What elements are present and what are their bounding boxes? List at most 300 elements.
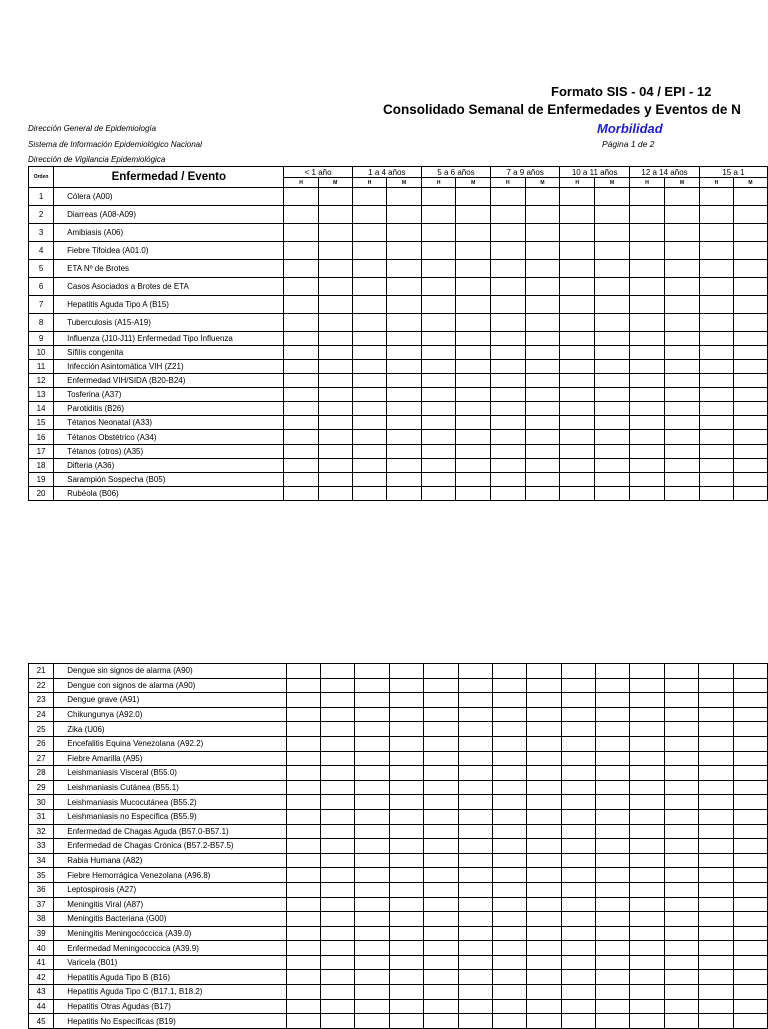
count-cell[interactable] (664, 970, 698, 985)
count-cell[interactable] (389, 693, 423, 708)
count-cell[interactable] (286, 926, 320, 941)
count-cell[interactable] (284, 346, 318, 360)
count-cell[interactable] (561, 751, 595, 766)
count-cell[interactable] (318, 278, 352, 296)
count-cell[interactable] (525, 416, 560, 430)
count-cell[interactable] (456, 445, 491, 459)
count-cell[interactable] (492, 839, 526, 854)
count-cell[interactable] (561, 722, 595, 737)
count-cell[interactable] (630, 332, 665, 346)
count-cell[interactable] (630, 445, 665, 459)
count-cell[interactable] (664, 912, 698, 927)
count-cell[interactable] (630, 722, 664, 737)
count-cell[interactable] (424, 780, 458, 795)
count-cell[interactable] (284, 402, 318, 416)
count-cell[interactable] (561, 809, 595, 824)
count-cell[interactable] (595, 242, 630, 260)
count-cell[interactable] (355, 693, 389, 708)
count-cell[interactable] (525, 388, 560, 402)
count-cell[interactable] (699, 999, 733, 1014)
count-cell[interactable] (525, 260, 560, 278)
count-cell[interactable] (424, 722, 458, 737)
count-cell[interactable] (664, 824, 698, 839)
count-cell[interactable] (318, 242, 352, 260)
count-cell[interactable] (595, 278, 630, 296)
count-cell[interactable] (595, 224, 630, 242)
count-cell[interactable] (560, 224, 595, 242)
count-cell[interactable] (492, 985, 526, 1000)
count-cell[interactable] (421, 206, 456, 224)
count-cell[interactable] (525, 242, 560, 260)
count-cell[interactable] (421, 278, 456, 296)
count-cell[interactable] (596, 970, 630, 985)
count-cell[interactable] (456, 388, 491, 402)
count-cell[interactable] (525, 473, 560, 487)
count-cell[interactable] (318, 296, 352, 314)
count-cell[interactable] (630, 346, 665, 360)
count-cell[interactable] (389, 1014, 423, 1029)
count-cell[interactable] (286, 824, 320, 839)
count-cell[interactable] (665, 402, 700, 416)
count-cell[interactable] (458, 693, 492, 708)
count-cell[interactable] (733, 780, 767, 795)
count-cell[interactable] (595, 206, 630, 224)
count-cell[interactable] (387, 374, 422, 388)
count-cell[interactable] (527, 722, 561, 737)
count-cell[interactable] (318, 459, 352, 473)
count-cell[interactable] (387, 346, 422, 360)
count-cell[interactable] (421, 296, 456, 314)
count-cell[interactable] (699, 941, 733, 956)
count-cell[interactable] (389, 882, 423, 897)
count-cell[interactable] (596, 736, 630, 751)
count-cell[interactable] (699, 912, 733, 927)
count-cell[interactable] (733, 985, 767, 1000)
count-cell[interactable] (525, 206, 560, 224)
count-cell[interactable] (491, 346, 526, 360)
count-cell[interactable] (699, 206, 733, 224)
count-cell[interactable] (389, 999, 423, 1014)
count-cell[interactable] (352, 296, 387, 314)
count-cell[interactable] (665, 224, 700, 242)
count-cell[interactable] (318, 260, 352, 278)
count-cell[interactable] (321, 824, 355, 839)
count-cell[interactable] (321, 664, 355, 679)
count-cell[interactable] (321, 780, 355, 795)
count-cell[interactable] (458, 809, 492, 824)
count-cell[interactable] (561, 707, 595, 722)
count-cell[interactable] (389, 678, 423, 693)
count-cell[interactable] (699, 839, 733, 854)
count-cell[interactable] (630, 1014, 664, 1029)
count-cell[interactable] (527, 897, 561, 912)
count-cell[interactable] (458, 824, 492, 839)
count-cell[interactable] (664, 955, 698, 970)
count-cell[interactable] (286, 897, 320, 912)
count-cell[interactable] (421, 402, 456, 416)
count-cell[interactable] (733, 999, 767, 1014)
count-cell[interactable] (699, 388, 733, 402)
count-cell[interactable] (421, 388, 456, 402)
count-cell[interactable] (596, 955, 630, 970)
count-cell[interactable] (664, 736, 698, 751)
count-cell[interactable] (733, 941, 767, 956)
count-cell[interactable] (733, 912, 767, 927)
count-cell[interactable] (424, 678, 458, 693)
count-cell[interactable] (560, 445, 595, 459)
count-cell[interactable] (389, 722, 423, 737)
count-cell[interactable] (733, 970, 767, 985)
count-cell[interactable] (733, 751, 767, 766)
count-cell[interactable] (525, 332, 560, 346)
count-cell[interactable] (389, 926, 423, 941)
count-cell[interactable] (456, 346, 491, 360)
count-cell[interactable] (284, 188, 318, 206)
count-cell[interactable] (389, 824, 423, 839)
count-cell[interactable] (355, 985, 389, 1000)
count-cell[interactable] (630, 459, 665, 473)
count-cell[interactable] (595, 487, 630, 501)
count-cell[interactable] (699, 780, 733, 795)
count-cell[interactable] (352, 388, 387, 402)
count-cell[interactable] (286, 999, 320, 1014)
count-cell[interactable] (630, 766, 664, 781)
count-cell[interactable] (630, 868, 664, 883)
count-cell[interactable] (699, 416, 733, 430)
count-cell[interactable] (355, 707, 389, 722)
count-cell[interactable] (561, 955, 595, 970)
count-cell[interactable] (456, 296, 491, 314)
count-cell[interactable] (665, 332, 700, 346)
count-cell[interactable] (355, 839, 389, 854)
count-cell[interactable] (699, 868, 733, 883)
count-cell[interactable] (387, 416, 422, 430)
count-cell[interactable] (491, 314, 526, 332)
count-cell[interactable] (525, 402, 560, 416)
count-cell[interactable] (595, 346, 630, 360)
count-cell[interactable] (595, 296, 630, 314)
count-cell[interactable] (595, 388, 630, 402)
count-cell[interactable] (665, 487, 700, 501)
count-cell[interactable] (492, 853, 526, 868)
count-cell[interactable] (527, 780, 561, 795)
count-cell[interactable] (733, 766, 767, 781)
count-cell[interactable] (733, 445, 767, 459)
count-cell[interactable] (733, 868, 767, 883)
count-cell[interactable] (321, 809, 355, 824)
count-cell[interactable] (421, 445, 456, 459)
count-cell[interactable] (630, 736, 664, 751)
count-cell[interactable] (284, 242, 318, 260)
count-cell[interactable] (699, 242, 733, 260)
count-cell[interactable] (664, 766, 698, 781)
count-cell[interactable] (389, 853, 423, 868)
count-cell[interactable] (387, 332, 422, 346)
count-cell[interactable] (595, 314, 630, 332)
count-cell[interactable] (286, 795, 320, 810)
count-cell[interactable] (286, 1014, 320, 1029)
count-cell[interactable] (318, 430, 352, 445)
count-cell[interactable] (665, 374, 700, 388)
count-cell[interactable] (733, 346, 767, 360)
count-cell[interactable] (630, 795, 664, 810)
count-cell[interactable] (525, 296, 560, 314)
count-cell[interactable] (321, 970, 355, 985)
count-cell[interactable] (355, 809, 389, 824)
count-cell[interactable] (424, 693, 458, 708)
count-cell[interactable] (389, 707, 423, 722)
count-cell[interactable] (561, 999, 595, 1014)
count-cell[interactable] (664, 795, 698, 810)
count-cell[interactable] (286, 736, 320, 751)
count-cell[interactable] (491, 206, 526, 224)
count-cell[interactable] (596, 985, 630, 1000)
count-cell[interactable] (664, 999, 698, 1014)
count-cell[interactable] (560, 314, 595, 332)
count-cell[interactable] (458, 985, 492, 1000)
count-cell[interactable] (630, 242, 665, 260)
count-cell[interactable] (387, 360, 422, 374)
count-cell[interactable] (665, 188, 700, 206)
count-cell[interactable] (527, 970, 561, 985)
count-cell[interactable] (352, 416, 387, 430)
count-cell[interactable] (492, 912, 526, 927)
count-cell[interactable] (527, 766, 561, 781)
count-cell[interactable] (596, 693, 630, 708)
count-cell[interactable] (424, 809, 458, 824)
count-cell[interactable] (630, 809, 664, 824)
count-cell[interactable] (665, 430, 700, 445)
count-cell[interactable] (664, 926, 698, 941)
count-cell[interactable] (733, 260, 767, 278)
count-cell[interactable] (527, 926, 561, 941)
count-cell[interactable] (421, 473, 456, 487)
count-cell[interactable] (595, 332, 630, 346)
count-cell[interactable] (286, 766, 320, 781)
count-cell[interactable] (733, 459, 767, 473)
count-cell[interactable] (284, 445, 318, 459)
count-cell[interactable] (596, 722, 630, 737)
count-cell[interactable] (699, 824, 733, 839)
count-cell[interactable] (387, 296, 422, 314)
count-cell[interactable] (284, 430, 318, 445)
count-cell[interactable] (630, 780, 664, 795)
count-cell[interactable] (421, 360, 456, 374)
count-cell[interactable] (421, 459, 456, 473)
count-cell[interactable] (596, 839, 630, 854)
count-cell[interactable] (286, 839, 320, 854)
count-cell[interactable] (560, 402, 595, 416)
count-cell[interactable] (664, 722, 698, 737)
count-cell[interactable] (424, 736, 458, 751)
count-cell[interactable] (352, 487, 387, 501)
count-cell[interactable] (527, 999, 561, 1014)
count-cell[interactable] (595, 402, 630, 416)
count-cell[interactable] (387, 473, 422, 487)
count-cell[interactable] (561, 853, 595, 868)
count-cell[interactable] (525, 374, 560, 388)
count-cell[interactable] (284, 206, 318, 224)
count-cell[interactable] (492, 693, 526, 708)
count-cell[interactable] (321, 926, 355, 941)
count-cell[interactable] (699, 473, 733, 487)
count-cell[interactable] (733, 332, 767, 346)
count-cell[interactable] (387, 445, 422, 459)
count-cell[interactable] (458, 970, 492, 985)
count-cell[interactable] (733, 795, 767, 810)
count-cell[interactable] (733, 824, 767, 839)
count-cell[interactable] (733, 853, 767, 868)
count-cell[interactable] (355, 722, 389, 737)
count-cell[interactable] (387, 242, 422, 260)
count-cell[interactable] (733, 296, 767, 314)
count-cell[interactable] (699, 736, 733, 751)
count-cell[interactable] (458, 853, 492, 868)
count-cell[interactable] (560, 473, 595, 487)
count-cell[interactable] (491, 459, 526, 473)
count-cell[interactable] (387, 224, 422, 242)
count-cell[interactable] (630, 839, 664, 854)
count-cell[interactable] (318, 346, 352, 360)
count-cell[interactable] (389, 809, 423, 824)
count-cell[interactable] (527, 809, 561, 824)
count-cell[interactable] (492, 970, 526, 985)
count-cell[interactable] (424, 970, 458, 985)
count-cell[interactable] (424, 955, 458, 970)
count-cell[interactable] (664, 780, 698, 795)
count-cell[interactable] (527, 839, 561, 854)
count-cell[interactable] (286, 955, 320, 970)
count-cell[interactable] (525, 360, 560, 374)
count-cell[interactable] (595, 188, 630, 206)
count-cell[interactable] (318, 402, 352, 416)
count-cell[interactable] (458, 926, 492, 941)
count-cell[interactable] (321, 707, 355, 722)
count-cell[interactable] (424, 707, 458, 722)
count-cell[interactable] (699, 678, 733, 693)
count-cell[interactable] (352, 242, 387, 260)
count-cell[interactable] (284, 416, 318, 430)
count-cell[interactable] (355, 897, 389, 912)
count-cell[interactable] (630, 853, 664, 868)
count-cell[interactable] (286, 853, 320, 868)
count-cell[interactable] (458, 999, 492, 1014)
count-cell[interactable] (664, 868, 698, 883)
count-cell[interactable] (456, 360, 491, 374)
count-cell[interactable] (560, 206, 595, 224)
count-cell[interactable] (630, 707, 664, 722)
count-cell[interactable] (527, 795, 561, 810)
count-cell[interactable] (664, 882, 698, 897)
count-cell[interactable] (491, 430, 526, 445)
count-cell[interactable] (318, 416, 352, 430)
count-cell[interactable] (286, 664, 320, 679)
count-cell[interactable] (491, 260, 526, 278)
count-cell[interactable] (699, 926, 733, 941)
count-cell[interactable] (733, 882, 767, 897)
count-cell[interactable] (284, 473, 318, 487)
count-cell[interactable] (699, 722, 733, 737)
count-cell[interactable] (491, 416, 526, 430)
count-cell[interactable] (387, 402, 422, 416)
count-cell[interactable] (560, 388, 595, 402)
count-cell[interactable] (699, 459, 733, 473)
count-cell[interactable] (458, 955, 492, 970)
count-cell[interactable] (424, 824, 458, 839)
count-cell[interactable] (560, 360, 595, 374)
count-cell[interactable] (561, 693, 595, 708)
count-cell[interactable] (387, 430, 422, 445)
count-cell[interactable] (665, 346, 700, 360)
count-cell[interactable] (527, 882, 561, 897)
count-cell[interactable] (389, 985, 423, 1000)
count-cell[interactable] (733, 707, 767, 722)
count-cell[interactable] (421, 242, 456, 260)
count-cell[interactable] (733, 926, 767, 941)
count-cell[interactable] (596, 882, 630, 897)
count-cell[interactable] (491, 224, 526, 242)
count-cell[interactable] (389, 664, 423, 679)
count-cell[interactable] (321, 722, 355, 737)
count-cell[interactable] (458, 707, 492, 722)
count-cell[interactable] (355, 853, 389, 868)
count-cell[interactable] (560, 332, 595, 346)
count-cell[interactable] (424, 853, 458, 868)
count-cell[interactable] (665, 242, 700, 260)
count-cell[interactable] (421, 374, 456, 388)
count-cell[interactable] (458, 780, 492, 795)
count-cell[interactable] (389, 955, 423, 970)
count-cell[interactable] (596, 795, 630, 810)
count-cell[interactable] (595, 473, 630, 487)
count-cell[interactable] (458, 678, 492, 693)
count-cell[interactable] (630, 487, 665, 501)
count-cell[interactable] (286, 985, 320, 1000)
count-cell[interactable] (630, 664, 664, 679)
count-cell[interactable] (424, 1014, 458, 1029)
count-cell[interactable] (321, 1014, 355, 1029)
count-cell[interactable] (321, 853, 355, 868)
count-cell[interactable] (424, 795, 458, 810)
count-cell[interactable] (630, 188, 665, 206)
count-cell[interactable] (733, 242, 767, 260)
count-cell[interactable] (630, 926, 664, 941)
count-cell[interactable] (561, 970, 595, 985)
count-cell[interactable] (664, 897, 698, 912)
count-cell[interactable] (699, 693, 733, 708)
count-cell[interactable] (630, 882, 664, 897)
count-cell[interactable] (630, 751, 664, 766)
count-cell[interactable] (733, 955, 767, 970)
count-cell[interactable] (596, 868, 630, 883)
count-cell[interactable] (492, 664, 526, 679)
count-cell[interactable] (352, 402, 387, 416)
count-cell[interactable] (699, 664, 733, 679)
count-cell[interactable] (318, 445, 352, 459)
count-cell[interactable] (286, 693, 320, 708)
count-cell[interactable] (665, 445, 700, 459)
count-cell[interactable] (491, 402, 526, 416)
count-cell[interactable] (630, 402, 665, 416)
count-cell[interactable] (424, 868, 458, 883)
count-cell[interactable] (664, 809, 698, 824)
count-cell[interactable] (596, 1014, 630, 1029)
count-cell[interactable] (525, 445, 560, 459)
count-cell[interactable] (389, 780, 423, 795)
count-cell[interactable] (525, 278, 560, 296)
count-cell[interactable] (561, 897, 595, 912)
count-cell[interactable] (492, 897, 526, 912)
